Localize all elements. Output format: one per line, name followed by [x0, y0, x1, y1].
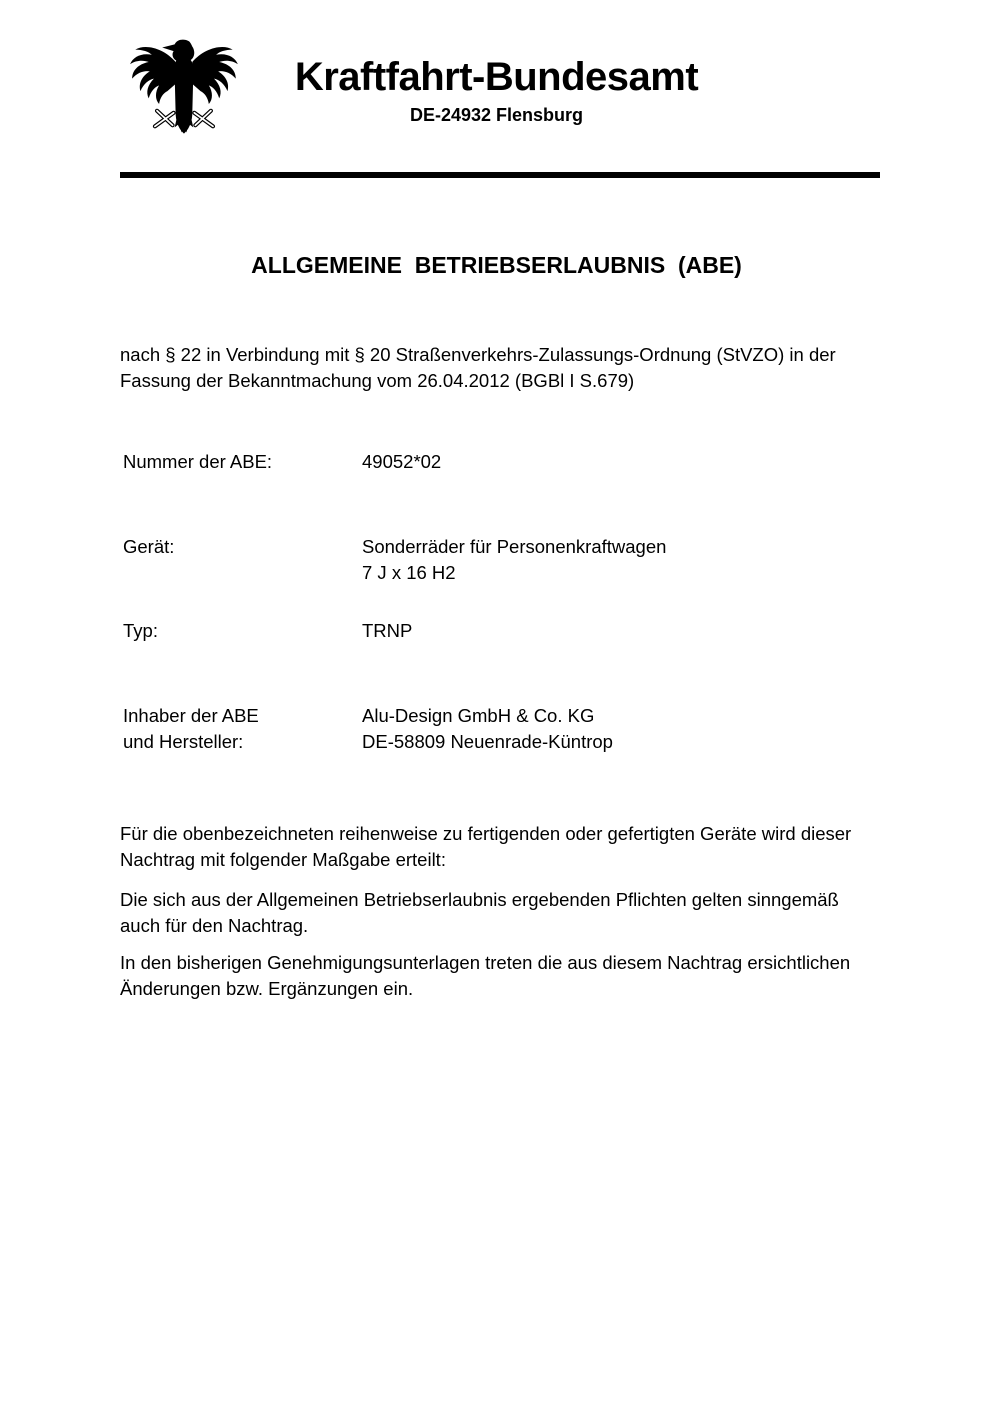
label-line: Gerät:	[123, 536, 175, 557]
paragraph-line: Für die obenbezeichneten reihenweise zu fertigenden oder gefertigten Geräte wird dieser	[120, 823, 852, 844]
field-value-type	[362, 618, 882, 644]
intro-paragraph	[120, 342, 865, 394]
field-label-type	[123, 618, 358, 644]
paragraph-grant	[120, 821, 890, 873]
field-value-abe-number	[362, 449, 882, 475]
label-line: Inhaber der ABE	[123, 705, 259, 726]
value-line: 7 J x 16 H2	[362, 562, 456, 583]
label-line: Typ:	[123, 620, 158, 641]
value-line: Sonderräder für Personenkraftwagen	[362, 536, 667, 557]
value-line: TRNP	[362, 620, 413, 641]
field-label-abe-number	[123, 449, 358, 475]
field-label-holder	[123, 703, 358, 755]
intro-line: Fassung der Bekanntmachung vom 26.04.2012 (BGBl I S.679)	[120, 370, 635, 391]
header-divider	[120, 172, 880, 178]
paragraph-line: Nachtrag mit folgender Maßgabe erteilt:	[120, 849, 446, 870]
intro-line: nach § 22 in Verbindung mit § 20 Straßenverkehrs-Zulassungs-Ordnung (StVZO) in der	[120, 344, 836, 365]
value-line: Alu-Design GmbH & Co. KG	[362, 705, 595, 726]
paragraph-line: Änderungen bzw. Ergänzungen ein.	[120, 978, 414, 999]
value-line: 49052*02	[362, 451, 442, 472]
field-label-device	[123, 534, 358, 560]
paragraph-line: auch für den Nachtrag.	[120, 915, 309, 936]
document-title: ALLGEMEINE BETRIEBSERLAUBNIS (ABE)	[251, 252, 742, 278]
label-line: Nummer der ABE:	[123, 451, 273, 472]
paragraph-line: In den bisherigen Genehmigungsunterlagen treten die aus diesem Nachtrag ersichtlichen	[120, 952, 851, 973]
paragraph-line: Die sich aus der Allgemeinen Betriebserlaubnis ergebenden Pflichten gelten sinngemäß	[120, 889, 839, 910]
paragraph-amendments	[120, 950, 890, 1002]
field-value-device	[362, 534, 882, 586]
paragraph-obligations	[120, 887, 890, 939]
value-line: DE-58809 Neuenrade-Küntrop	[362, 731, 613, 752]
label-line: und Hersteller:	[123, 731, 244, 752]
org-name: Kraftfahrt-Bundesamt	[294, 55, 699, 99]
field-value-holder	[362, 703, 882, 755]
org-location: DE-24932 Flensburg	[409, 105, 584, 125]
